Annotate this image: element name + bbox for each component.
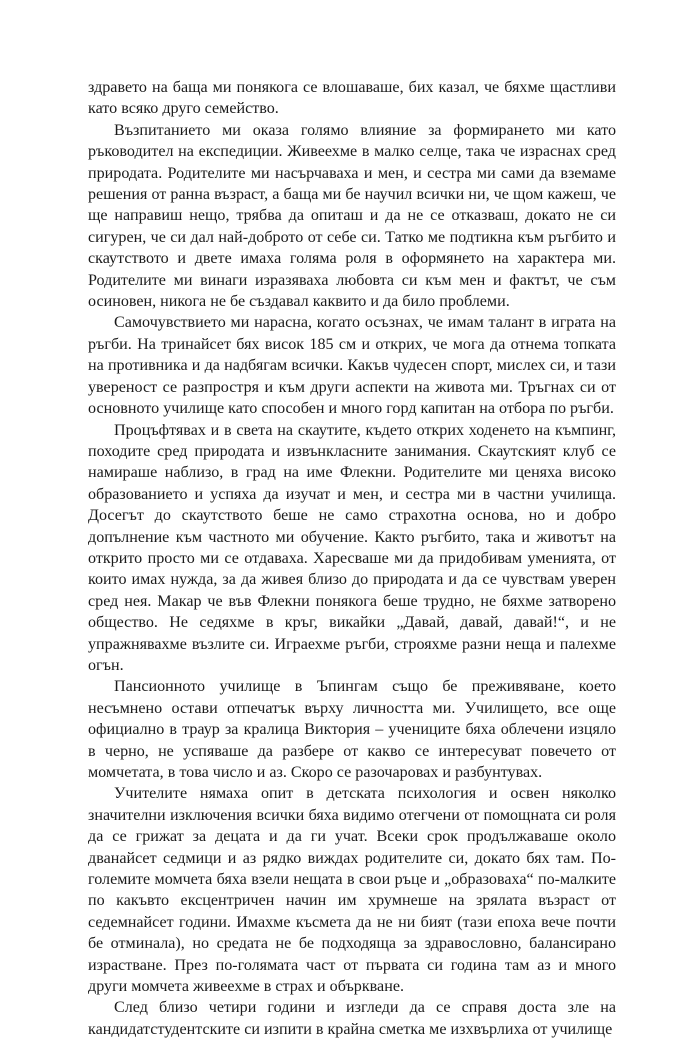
paragraph-exams: След близо четири години и изгледи да се справя доста зле на кандидатстудентските си изпити в крайна сметка ме изхвърлиха от училище [88, 999, 616, 1038]
paragraph-teachers: Учителите нямаха опит в детската психология и освен няколко значителни изключения всички бяха видимо отегчени от помощната си роля да се грижат за децата и да ги учат. Всеки срок продължаваше около дванайсет седмици и аз рядко виждах родителите си, докато бях там. По-големите момчета бяха взели нещата в свои ръце и „образоваха“ по-малките по какъвто ексцентричен начин им хрумнеше на зрялата възраст от седемнайсет години. Имахме късмета да не ни бият (тази епоха вече почти бе отминала), но средата не бе подходяща за здравословно, балансирано израстване. През по-голямата част от първата си година там аз и много други момчета живеехме в страх и объркване. [88, 785, 616, 996]
paragraph-boarding-school: Пансионното училище в Ъпингам също бе преживяване, което несъмнено остави отпечатък върху личността ми. Училището, все още официално в траур за кралица Виктория – учениците бяха облечени изцяло в черно, не успяваше да разбере от какво се интересуват повечето от момчетата, в това число и аз. Скоро се разочаровах и разбунтувах. [88, 678, 616, 781]
paragraph-rugby: Самочувствието ми нарасна, когато осъзнах, че имам талант в играта на ръгби. На тринайсет бях висок 185 см и открих, че мога да отнема топката на противника и да надбягам всички. Какъв чудесен спорт, мислех си, и тази увереност се разпростря и към други аспекти на живота ми. Тръгнах си от основното училище като способен и много горд капитан на отбора по ръгби. [88, 314, 616, 418]
paragraph-continuation: здравето на баща ми понякога се влошаваше, бих казал, че бяхме щастливи като всяко друго семейство. [88, 79, 616, 118]
paragraph-upbringing: Възпитанието ми оказа голямо влияние за формирането ми като ръководител на експедиции. Живеехме в малко селце, така че израснах сред природата. Родителите ми насърчаваха и мен, и сестра ми сами да вземаме решения от ранна възраст, а баща ми бе научил всички ни, че щом кажеш, че ще направиш нещо, трябва да опиташ и да не се отказваш, докато не си сигурен, че си дал най-доброто от себе си. Татко ме подтикна към ръгбито и скаутството и двете имаха голяма роля в оформянето на характера ми. Родителите ми винаги изразяваха любовта си към мен и фактът, че съм осиновен, никога не бе създавал каквито и да било проблеми. [88, 121, 616, 311]
paragraph-scouts: Процъфтявах и в света на скаутите, където открих ходенето на къмпинг, походите сред природата и извънкласните занимания. Скаутският клуб се намираше наблизо, в град на име Флекни. Родителите ми ценяха високо образованието и успяха да изучат и мен, и сестра ми в частни училища. Досегът до скаутството беше не само страхотна основа, но и добро допълнение към частното ми обучение. Както ръгбито, така и животът на открито просто ми се отдаваха. Харесваше ми да придобивам уменията, от които имах нужда, за да живея близо до природата и да се чувствам уверен сред нея. Макар че във Флекни понякога беше трудно, не бяхме затворено общество. Не седяхме в кръг, викайки „Давай, давай, давай!“, и не упражнявахме възлите си. Играехме ръгби, строяхме разни неща и палехме огън. [88, 421, 616, 674]
document-page [88, 77, 616, 1040]
